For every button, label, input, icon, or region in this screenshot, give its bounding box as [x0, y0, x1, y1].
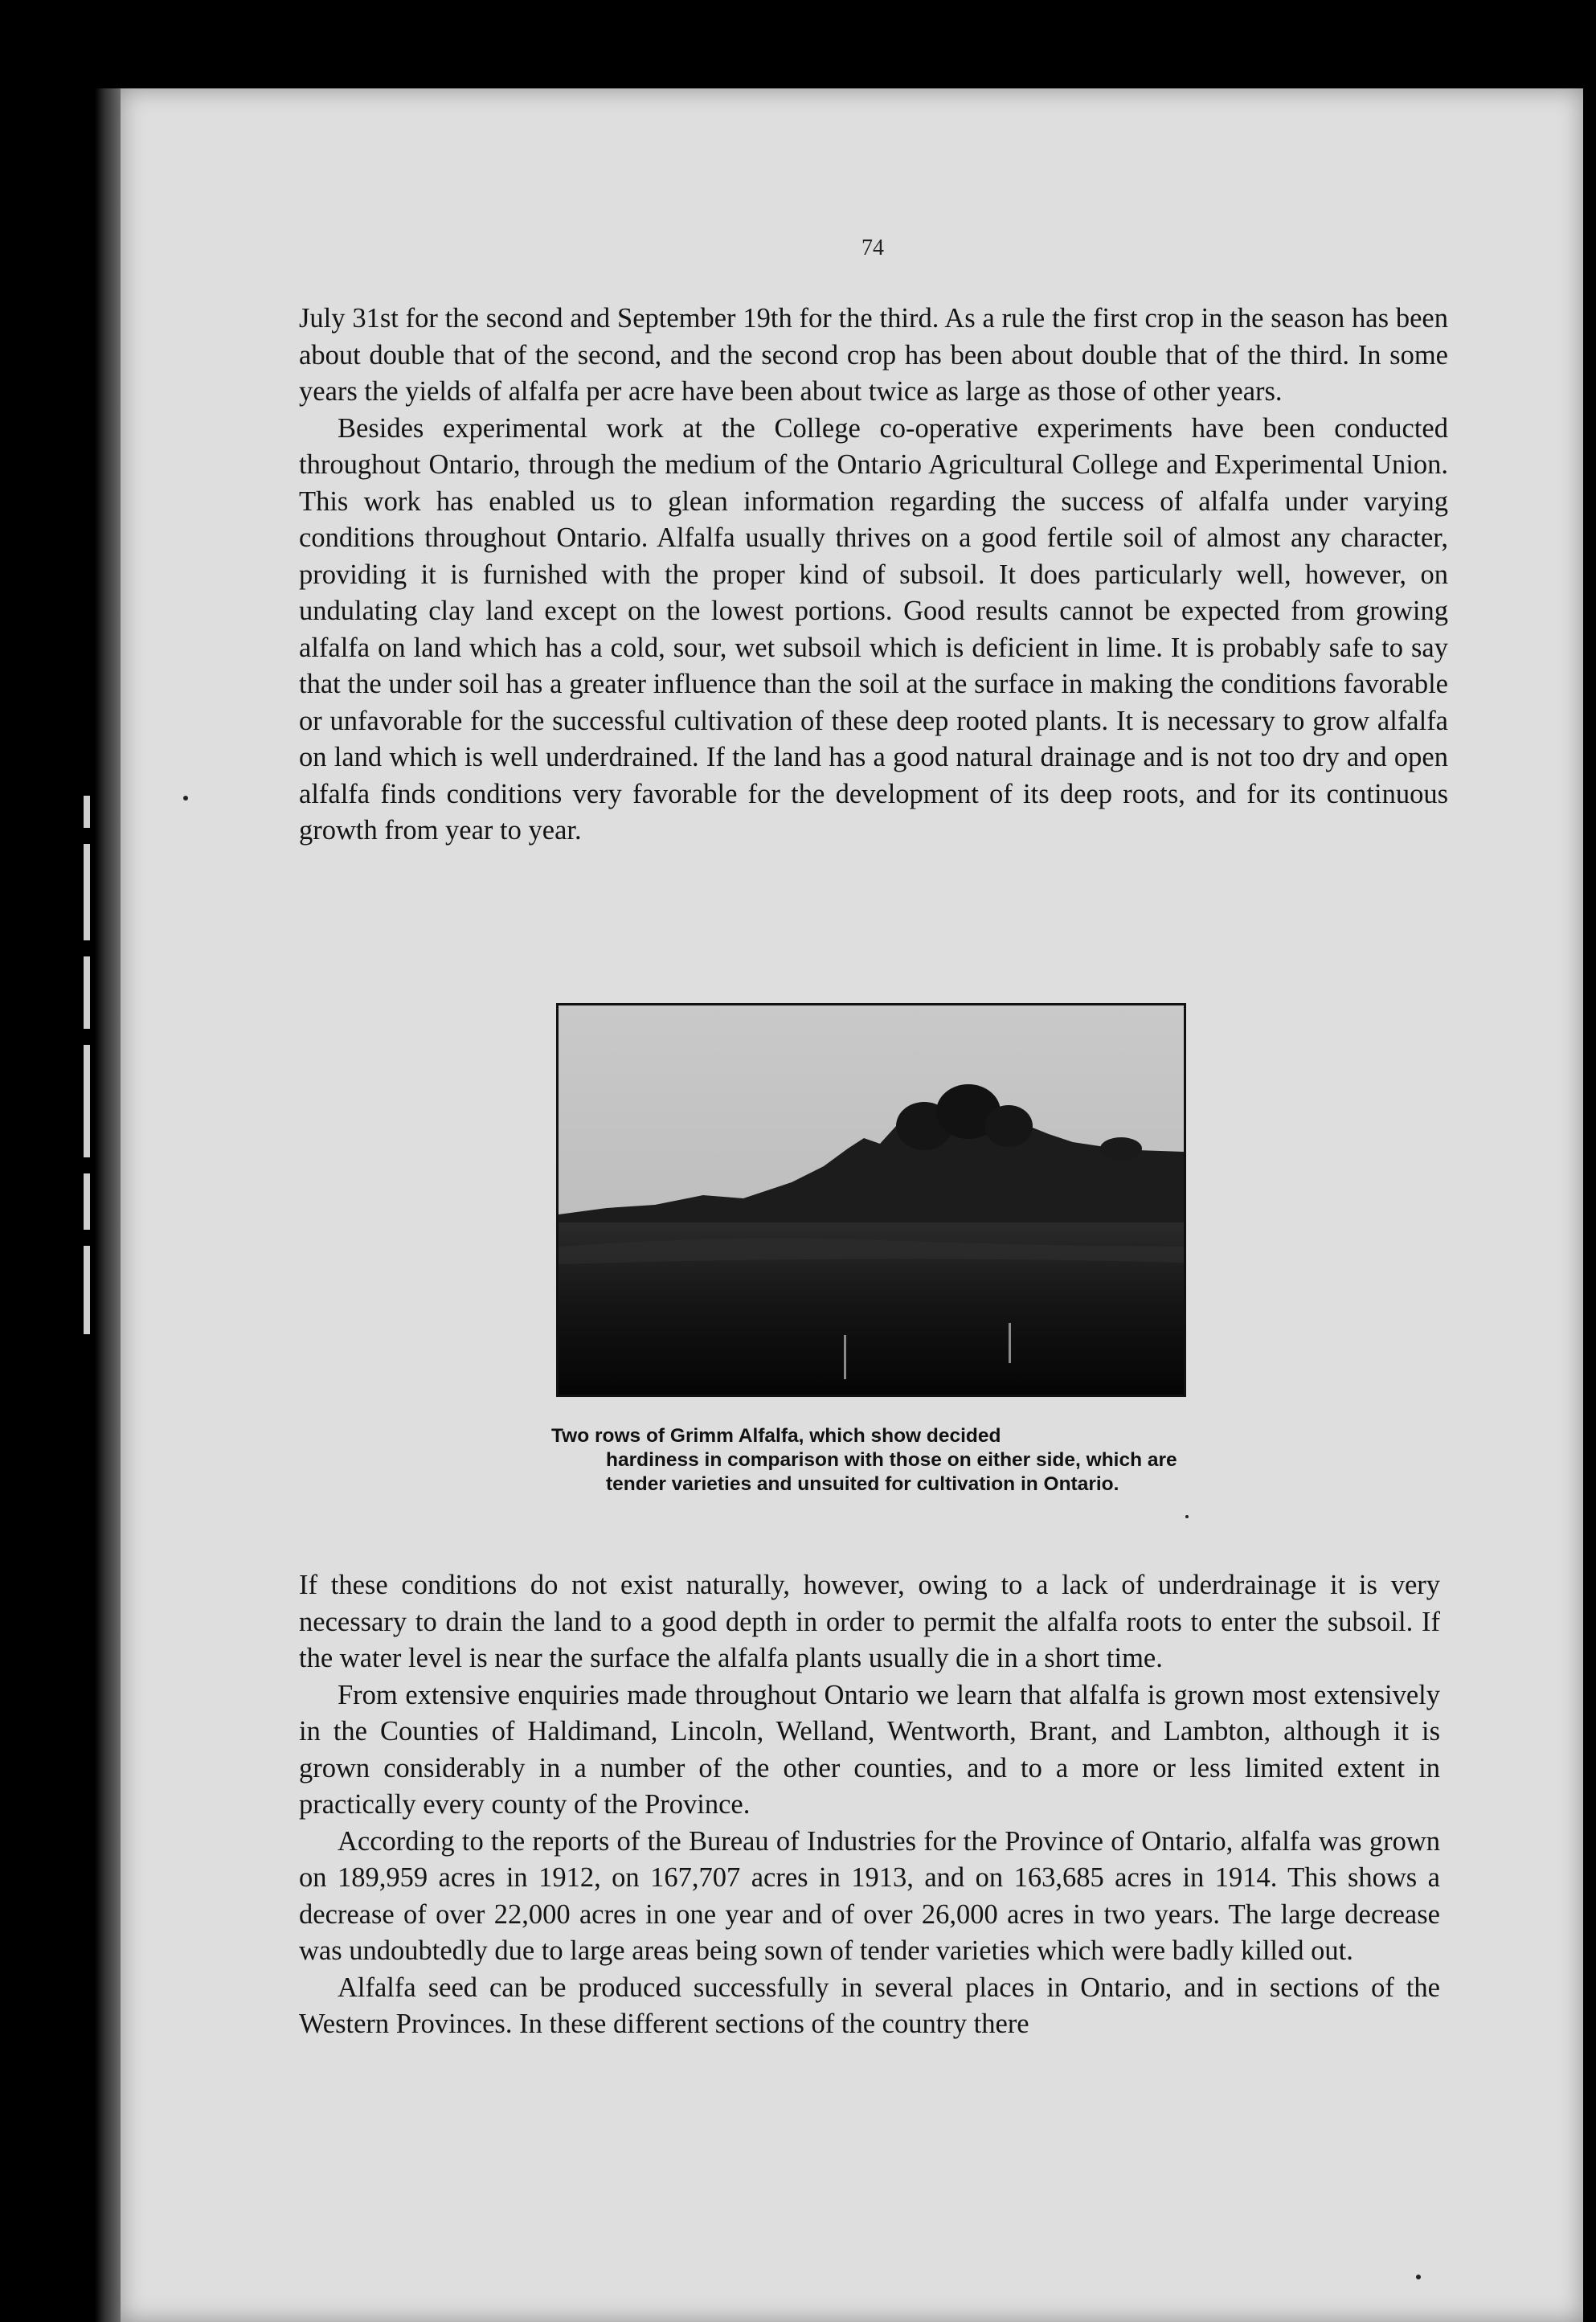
- speck: [1416, 2275, 1421, 2279]
- paragraph: If these conditions do not exist naturally, however, owing to a lack of underdrainage it is very necessary to drain the land to a good depth in order to permit the alfalfa roots to enter the subsoil. If the water level is near the surface the alfalfa plants usually die in a short time.: [299, 1570, 1440, 1673]
- binding-mark: [84, 796, 90, 828]
- caption-line-first: Two rows of Grimm Alfalfa, which show decided: [551, 1425, 1001, 1447]
- caption-line-rest: hardiness in comparison with those on either side, which are tender varieties and unsuited for cultivation in Ontario.: [606, 1449, 1177, 1495]
- alfalfa-field-photo: [556, 1003, 1186, 1397]
- binding-mark: [84, 1173, 90, 1230]
- photo-image: [559, 1005, 1184, 1394]
- binding-mark: [84, 956, 90, 1029]
- page-left-shadow: [95, 88, 121, 2322]
- binding-mark: [84, 1246, 90, 1334]
- bottom-text-block: [299, 1567, 1440, 2043]
- paragraph: July 31st for the second and September 19th for the third. As a rule the first crop in the season has been about double that of the second, and the second crop has been about double that of the third. In some years the yields of alfalfa per acre have been about twice as large as those of other years.: [299, 303, 1448, 407]
- binding-mark: [84, 1045, 90, 1157]
- speck: [1185, 1515, 1189, 1518]
- paragraph: From extensive enquiries made throughout Ontario we learn that alfalfa is grown most extensively in the Counties of Haldimand, Lincoln, Welland, Wentworth, Brant, and Lambton, although it is grown considerably in a number of the other counties, and to a more or less limited extent in practically every county of the Province.: [299, 1679, 1440, 1820]
- figure-caption: [551, 1424, 1210, 1497]
- paragraph: According to the reports of the Bureau of Industries for the Province of Ontario, alfalfa was grown on 189,959 acres in 1912, on 167,707 acres in 1913, and on 163,685 acres in 1914. This shows a decrease of over 22,000 acres in one year and of over 26,000 acres in two years. The large decrease was undoubtedly due to large areas being sown of tender varieties which were badly killed out.: [299, 1825, 1440, 1966]
- margin-dot: [183, 796, 188, 801]
- paragraph: Besides experimental work at the College co-operative experiments have been conducted throughout Ontario, through the medium of the Ontario Agricultural College and Experimental Union. This work has enabled us to glean information regarding the success of alfalfa under varying conditions throughout Ontario. Alfalfa usually thrives on a good fertile soil of almost any character, providing it is furnished with the proper kind of subsoil. It does particularly well, however, on undulating clay land except on the lowest portions. Good results cannot be expected from growing alfalfa on land which has a cold, sour, wet subsoil which is deficient in lime. It is probably safe to say that the under soil has a greater influence than the soil at the surface in making the conditions favorable or unfavorable for the successful cultivation of these deep rooted plants. It is necessary to grow alfalfa on land which is well underdrained. If the land has a good natural drainage and is not too dry and open alfalfa finds conditions very favorable for the development of its deep roots, and for its continuous growth from year to year.: [299, 412, 1448, 846]
- page-number: 74: [861, 235, 884, 260]
- top-text-block: [299, 301, 1448, 850]
- binding-mark: [84, 844, 90, 940]
- paragraph: Alfalfa seed can be produced successfully in several places in Ontario, and in sections of the Western Provinces. In these different sections of the country there: [299, 1972, 1440, 2039]
